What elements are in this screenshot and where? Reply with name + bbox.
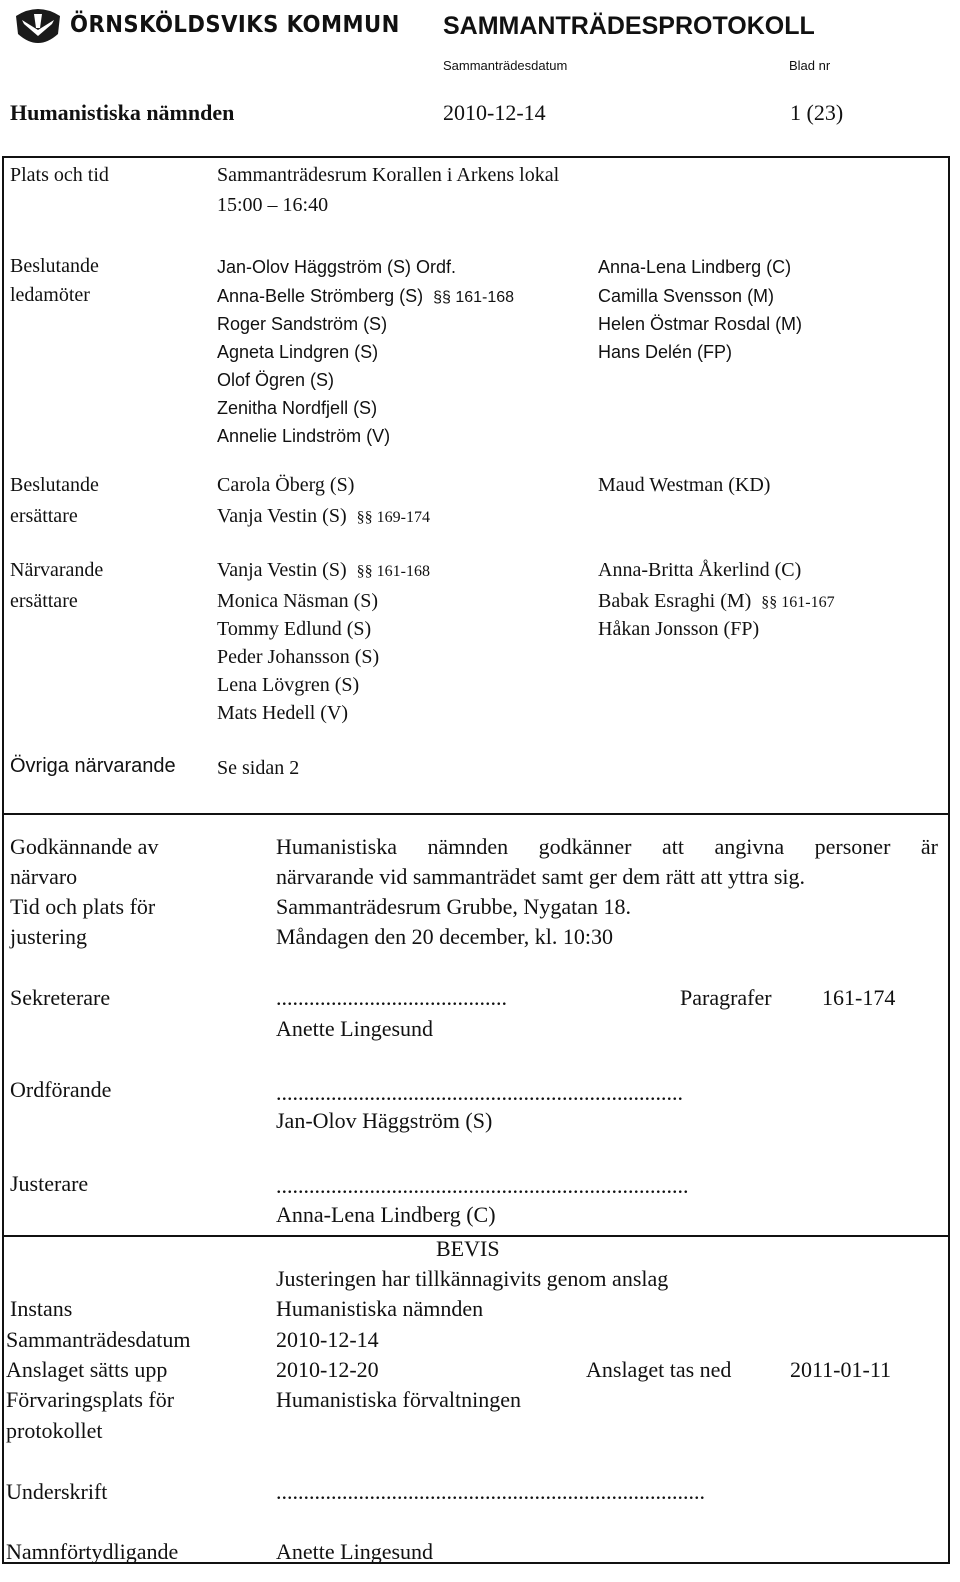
approval-text: Humanistiska nämnden godkänner att angivna personer är [276,834,938,859]
adjustment-time: Måndagen den 20 december, kl. 10:30 [276,924,613,949]
meeting-time: 15:00 – 16:40 [217,194,329,216]
instance-value: Humanistiska nämnden [276,1296,484,1321]
cert-date-value: 2010-12-14 [276,1327,379,1352]
meeting-place: Sammanträdesrum Korallen i Arkens lokal [217,164,560,186]
meeting-date-label: Sammanträdesdatum [443,58,568,73]
present-deputy: Babak Esraghi (M) §§ 161-167 [598,590,835,612]
paragraph-range: 161-167 [781,594,835,611]
present-deputy: Mats Hedell (V) [217,702,349,724]
voting-member: Zenitha Nordfjell (S) [217,398,378,418]
chair-name: Jan-Olov Häggström (S) [276,1108,493,1133]
present-deputies-label-2: ersättare [10,590,78,612]
paragraph-range: 169-174 [376,509,430,526]
removed-value: 2011-01-11 [790,1357,892,1382]
voting-member: Anna-Belle Strömberg (S) §§ 161-168 [217,286,515,306]
voting-member: Anna-Lena Lindberg (C) [598,257,792,277]
voting-member: Annelie Lindström (V) [217,426,391,446]
place-label: Plats och tid [10,164,109,186]
present-deputy: Vanja Vestin (S) §§ 161-168 [217,559,430,581]
others-present-value: Se sidan 2 [217,757,300,779]
deputy-voting-member: Maud Westman (KD) [598,474,771,496]
voting-member: Hans Delén (FP) [598,342,733,362]
paragraphs-value: 161-174 [822,985,896,1010]
signature-label: Underskrift [6,1479,108,1504]
adjustment-label-2: justering [10,924,87,949]
voting-member: Jan-Olov Häggström (S) Ordf. [217,257,457,277]
voting-member: Camilla Svensson (M) [598,286,775,306]
instance-label: Instans [10,1296,73,1321]
certificate-title: BEVIS [436,1236,500,1261]
page-number: 1 (23) [790,100,844,125]
present-deputies-label: Närvarande [10,559,104,581]
storage-label: Förvaringsplats för [6,1387,175,1412]
present-deputy: Monica Näsman (S) [217,590,379,612]
paragraph-range: 161-168 [455,289,515,306]
voting-member: Helen Östmar Rosdal (M) [598,314,803,334]
adjustment-label: Tid och plats för [10,894,156,919]
certificate-subtitle: Justeringen har tillkännagivits genom anslag [276,1266,669,1291]
posted-value: 2010-12-20 [276,1357,379,1382]
secretary-name: Anette Lingesund [276,1016,434,1041]
document-type: SAMMANTRÄDESPROTOKOLL [443,12,815,40]
municipality-logo [12,6,64,57]
paragraphs-label: Paragrafer [680,985,772,1010]
org-name: ÖRNSKÖLDSVIKS KOMMUN [70,12,400,38]
chair-label: Ordförande [10,1077,112,1102]
posted-label: Anslaget sätts upp [6,1357,168,1382]
name-clarification-label: Namnförtydligande [6,1539,179,1564]
voting-member: Olof Ögren (S) [217,370,335,390]
name-clarification-value: Anette Lingesund [276,1539,434,1564]
secretary-label: Sekreterare [10,985,111,1010]
storage-label-2: protokollet [6,1418,103,1443]
removed-label: Anslaget tas ned [586,1357,732,1382]
present-deputy: Peder Johansson (S) [217,646,380,668]
adjuster-name: Anna-Lena Lindberg (C) [276,1202,496,1227]
secretary-signature-line: .......................................... [276,985,507,1010]
present-deputy: Lena Lövgren (S) [217,674,360,696]
voting-member: Roger Sandström (S) [217,314,388,334]
present-deputy: Anna-Britta Åkerlind (C) [598,559,802,581]
paragraph-range: 161-168 [376,563,430,580]
adjustment-place: Sammanträdesrum Grubbe, Nygatan 18. [276,894,631,919]
deputy-voting-label-2: ersättare [10,505,78,527]
committee-name: Humanistiska nämnden [10,100,235,125]
signature-line: .............................................................................. [276,1479,705,1504]
approval-label-2: närvaro [10,864,78,889]
approval-text-2: närvarande vid sammanträdet samt ger dem rätt att yttra sig. [276,864,806,889]
deputy-voting-member: Carola Öberg (S) [217,474,355,496]
voting-member: Agneta Lindgren (S) [217,342,379,362]
page-number-label: Blad nr [789,58,831,73]
others-present-label: Övriga närvarande [10,755,176,777]
chair-signature-line: .......................................................................... [276,1080,683,1105]
present-deputy: Håkan Jonsson (FP) [598,618,760,640]
meeting-date: 2010-12-14 [443,100,546,125]
voting-members-label-2: ledamöter [10,284,90,306]
present-deputy: Tommy Edlund (S) [217,618,372,640]
approval-label: Godkännande av [10,834,159,859]
meeting-info-frame [2,156,950,815]
cert-date-label: Sammanträdesdatum [6,1327,191,1352]
adjuster-label: Justerare [10,1171,89,1196]
deputy-voting-label: Beslutande [10,474,99,496]
voting-members-label: Beslutande [10,255,99,277]
storage-value: Humanistiska förvaltningen [276,1387,522,1412]
deputy-voting-member: Vanja Vestin (S) §§ 169-174 [217,505,430,527]
adjuster-signature-line: ........................................................................... [276,1173,689,1198]
